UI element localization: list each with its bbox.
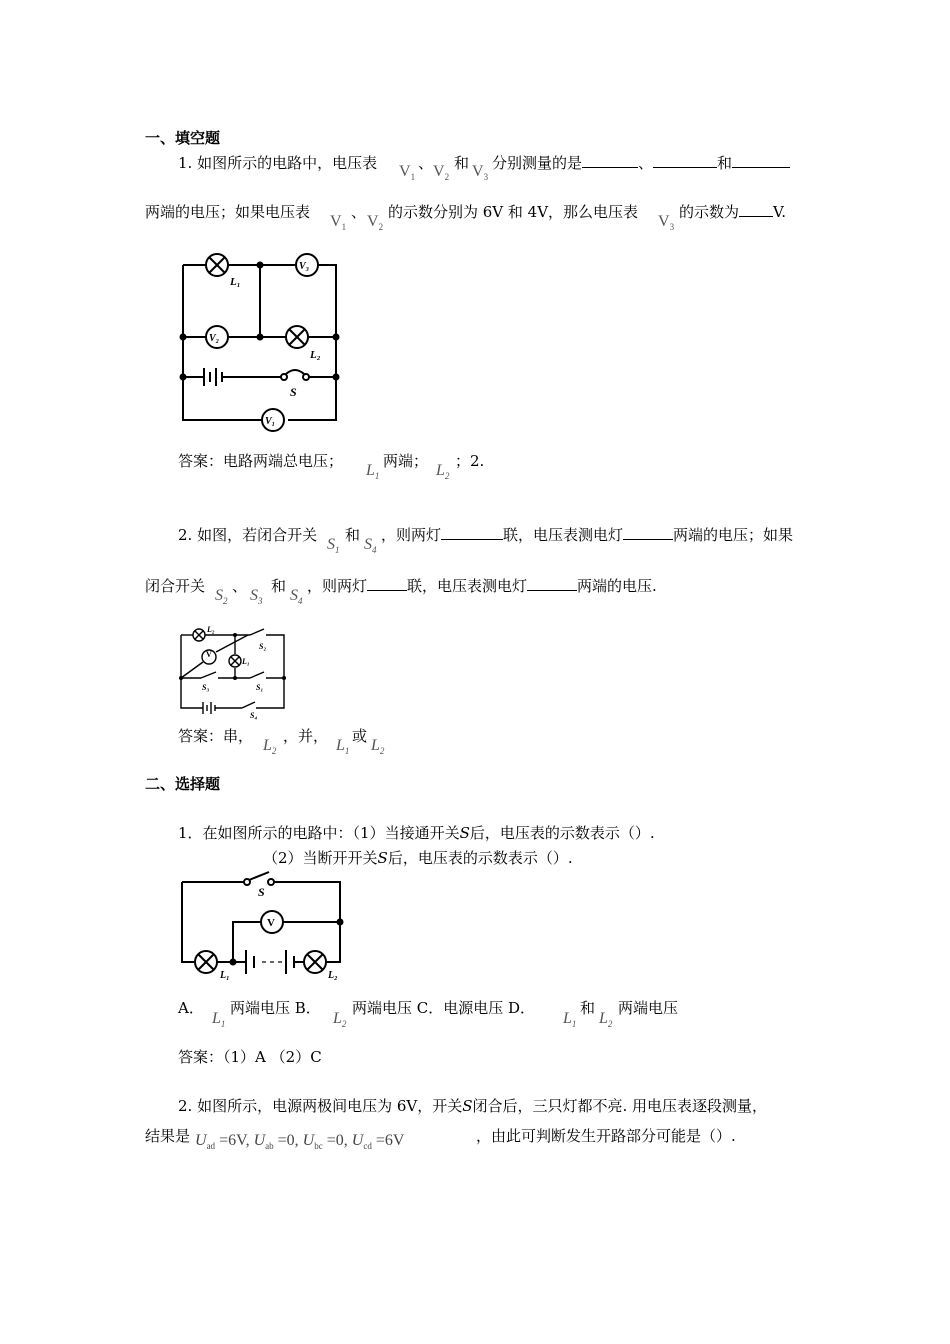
q1-text-d: 的示数分别为 6V 和 4V，那么电压表 [388,203,639,221]
q1-answer-c: ；2. [455,452,485,470]
s2q2-line2-a: 结果是 [145,1127,191,1145]
s2q2-line2-b: ，由此可判断发生开路部分可能是（）. [476,1127,736,1145]
s2q2-line1: 2. 如图所示，电源两极间电压为 6V，开关S闭合后，三只灯都不亮. 用电压表逐段测量， [178,1097,768,1115]
label-s1: S₁ [256,683,264,692]
option-d-and: 和 [580,999,596,1017]
label-l1: L₁ [242,657,250,666]
symbol-l2: $L_2$ [436,462,450,481]
label-v: V [267,917,275,929]
q1-and: 和 [454,154,470,172]
symbol-s1: $S_1$ [327,536,340,555]
option-a-text: 两端电压 B． [230,999,321,1017]
q1-sep: 、 [418,154,434,172]
q1-text-b: 分别测量的是 、 和 [492,153,790,173]
label-l2: L₂ [207,625,215,634]
option-a-label: A． [178,999,204,1017]
q1-text-e: 的示数为 V. [679,203,786,221]
label-v: V [206,650,212,659]
label-s2: S₂ [259,642,267,651]
symbol-l1: $L_1$ [212,1010,226,1029]
q2-answer-b: ，并， [283,727,329,745]
q2-text-a: 2. 如图，若闭合开关 [178,526,318,544]
symbol-s3: $S_3$ [250,587,263,606]
label-l1: L₁ [220,970,230,981]
s2q1-line2: （2）当断开开关S后，电压表的示数表示（）. [263,849,573,867]
option-d-text: 两端电压 [618,999,679,1017]
symbol-l2: $L_2$ [263,737,277,756]
symbol-v2: $V_2$ [367,213,384,232]
label-v2: V₂ [209,333,220,344]
q2-text-c: 闭合开关 [145,577,206,595]
section2-heading: 二、选择题 [145,775,221,793]
s2q1-line1: 1．在如图所示的电路中：（1）当接通开关S后，电压表的示数表示（）. [178,824,655,842]
symbol-l2: $L_2$ [333,1010,347,1029]
label-v1: V₁ [265,416,276,427]
circuit-diagram-3 [176,872,351,980]
label-s: S [258,885,265,899]
label-l1: L₁ [230,276,241,288]
circuit-diagram-1 [176,248,346,440]
circuit-diagram-2 [176,622,291,718]
label-v3: V₃ [299,261,310,272]
label-l2: L₂ [328,970,338,981]
symbol-l1: $L_1$ [336,737,350,756]
label-s3: S₃ [202,683,210,692]
label-l2: L₂ [310,349,321,361]
symbol-v3: $V_3$ [472,163,489,182]
symbol-v2: $V_2$ [433,163,450,182]
symbol-v1: $V_1$ [399,163,416,182]
q1-answer-a: 答案：电路两端总电压； [178,452,344,470]
option-b-text: 两端电压 C．电源电压 D． [352,999,536,1017]
label-s: S [290,385,297,399]
q2-text-d: ，则两灯 联，电压表测电灯 两端的电压. [307,577,657,595]
symbol-l1: $L_1$ [563,1010,577,1029]
q2-and: 和 [271,577,287,595]
symbol-v1: $V_1$ [330,213,347,232]
section1-heading: 一、填空题 [145,129,221,147]
q2-answer-c: 或 [352,727,368,745]
q2-answer-a: 答案：串， [178,727,254,745]
symbol-l1: $L_1$ [366,462,380,481]
symbol-s4: $S_4$ [364,536,377,555]
symbol-s2: $S_2$ [215,587,228,606]
q2-text-b: ，则两灯 联，电压表测电灯 两端的电压；如果 [381,526,794,544]
symbol-l2: $L_2$ [599,1010,613,1029]
symbol-v3: $V_3$ [658,213,675,232]
symbol-s4: $S_4$ [290,587,303,606]
q2-sep: 、 [232,577,248,595]
s2q1-answer: 答案：（1）A （2）C [178,1048,322,1066]
symbol-l2: $L_2$ [371,737,385,756]
q2-and: 和 [345,526,361,544]
q1-sep: 、 [351,203,367,221]
voltage-equation: $U_{ad} =6V$, $U_{ab} =0$, $U_{bc} =0$, $U_{cd} =6V$ [195,1132,405,1151]
label-s4: S₄ [250,711,258,720]
q1-answer-b: 两端； [383,452,429,470]
q1-text-c: 两端的电压；如果电压表 [145,203,311,221]
q1-text-a: 1. 如图所示的电路中，电压表 [178,154,378,172]
